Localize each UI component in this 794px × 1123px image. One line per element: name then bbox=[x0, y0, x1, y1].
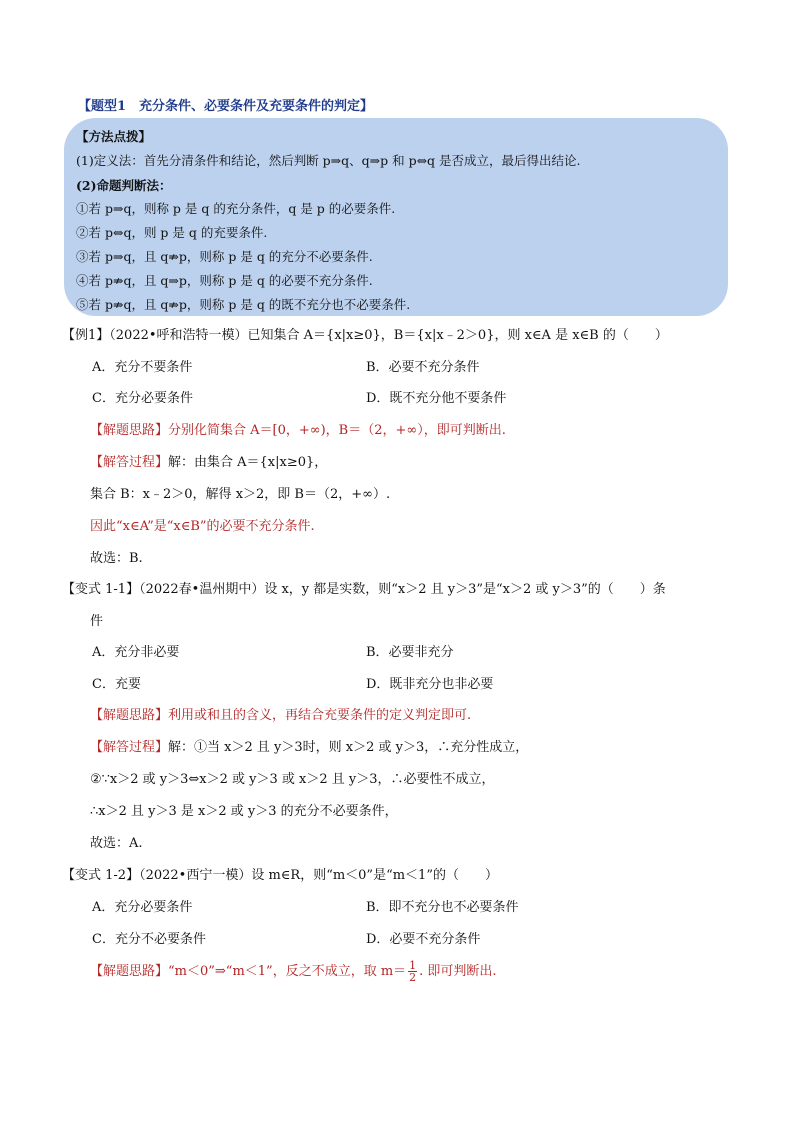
idea-text: “m＜0”⇒“m＜1”，反之不成立，取 m＝ bbox=[168, 964, 407, 979]
option-b: B．必要不充分条件 bbox=[366, 360, 480, 375]
option-a: A．充分不要条件 bbox=[92, 360, 193, 375]
section-title: 【题型1 充分条件、必要条件及充要条件的判定】 bbox=[78, 99, 374, 114]
idea-label: 【解题思路】 bbox=[90, 708, 169, 723]
variant-1-2-stem: 【变式 1-2】（2022•西宁一模）设 m∈R，则“m＜0”是“m＜1”的（ ） bbox=[62, 868, 498, 883]
solution-process bbox=[90, 451, 327, 470]
idea-text: 利用或和且的含义，再结合充要条件的定义判定即可. bbox=[168, 708, 472, 723]
solution-line: ∴x＞2 且 y＞3 是 x＞2 或 y＞3 的充分不必要条件， bbox=[90, 804, 398, 819]
process-text: 解：①当 x＞2 且 y＞3时，则 x＞2 或 y＞3，∴充分性成立， bbox=[168, 740, 529, 755]
idea-text: 分别化简集合 A＝[0，+∞)，B＝（2，+∞），即可判断出. bbox=[168, 423, 506, 438]
method-line: ①若 p⇒q，则称 p 是 q 的充分条件，q 是 p 的必要条件. bbox=[76, 201, 396, 216]
method-line: (2)命题判断法： bbox=[76, 178, 172, 193]
fraction bbox=[408, 960, 417, 983]
solution-line: ②∵x＞2 或 y＞3⇔x＞2 或 y＞3 或 x＞2 且 y＞3，∴必要性不成立， bbox=[90, 772, 495, 787]
option-a: A．充分非必要 bbox=[92, 645, 180, 660]
method-line: ③若 p⇒q，且 q⇏p，则称 p 是 q 的充分不必要条件. bbox=[76, 249, 373, 264]
answer-line: 故选：B. bbox=[90, 551, 143, 566]
option-d: D．既非充分也非必要 bbox=[366, 677, 494, 692]
variant-1-1-stem-cont: 件 bbox=[90, 614, 104, 629]
fraction-denominator: 2 bbox=[409, 971, 417, 984]
variant-1-1-stem: 【变式 1-1】（2022春•温州期中）设 x，y 都是实数，则“x＞2 且 y＞3”是“x＞2 或 y＞3”的（ ）条 bbox=[62, 582, 666, 597]
option-c: C．充要 bbox=[92, 677, 141, 692]
option-c: C．充分不必要条件 bbox=[92, 932, 206, 947]
option-d: D．既不充分他不要条件 bbox=[366, 391, 507, 406]
solution-line: 因此“x∈A”是“x∈B”的必要不充分条件. bbox=[90, 519, 315, 534]
example-1-stem: 【例1】（2022•呼和浩特一模）已知集合 A＝{x|x≥0}，B＝{x|x﹣2＞0}，则 x∈A 是 x∈B 的（ ） bbox=[62, 328, 668, 343]
option-b: B．必要非充分 bbox=[366, 645, 454, 660]
fraction-numerator: 1 bbox=[409, 959, 417, 972]
solution-idea bbox=[90, 704, 471, 723]
solution-line: 集合 B：x﹣2＞0，解得 x＞2，即 B＝（2，+∞）. bbox=[90, 487, 391, 502]
idea-label: 【解题思路】 bbox=[90, 423, 169, 438]
solution-idea bbox=[90, 419, 506, 438]
option-c: C．充分必要条件 bbox=[92, 391, 193, 406]
answer-line: 故选：A. bbox=[90, 836, 143, 851]
option-d: D．必要不充分条件 bbox=[366, 932, 481, 947]
method-heading: 【方法点拨】 bbox=[76, 129, 152, 144]
method-line: (1)定义法：首先分清条件和结论，然后判断 p⇒q、q⇒p 和 p⇔q 是否成立，最后得出结论. bbox=[76, 153, 581, 168]
solution-process bbox=[90, 736, 528, 755]
method-line: ⑤若 p⇏q，且 q⇏p，则称 p 是 q 的既不充分也不必要条件. bbox=[76, 297, 411, 312]
process-label: 【解答过程】 bbox=[90, 455, 169, 470]
process-label: 【解答过程】 bbox=[90, 740, 169, 755]
method-line: ②若 p⇔q，则 p 是 q 的充要条件. bbox=[76, 225, 268, 240]
method-line: ④若 p⇏q，且 q⇒p，则称 p 是 q 的必要不充分条件. bbox=[76, 273, 373, 288]
option-a: A．充分必要条件 bbox=[92, 900, 193, 915]
option-b: B．即不充分也不必要条件 bbox=[366, 900, 519, 915]
solution-idea bbox=[90, 960, 497, 983]
idea-text-end: . 即可判断出. bbox=[419, 964, 497, 979]
process-text: 解：由集合 A＝{x|x≥0}， bbox=[168, 455, 328, 470]
idea-label: 【解题思路】 bbox=[90, 964, 169, 979]
